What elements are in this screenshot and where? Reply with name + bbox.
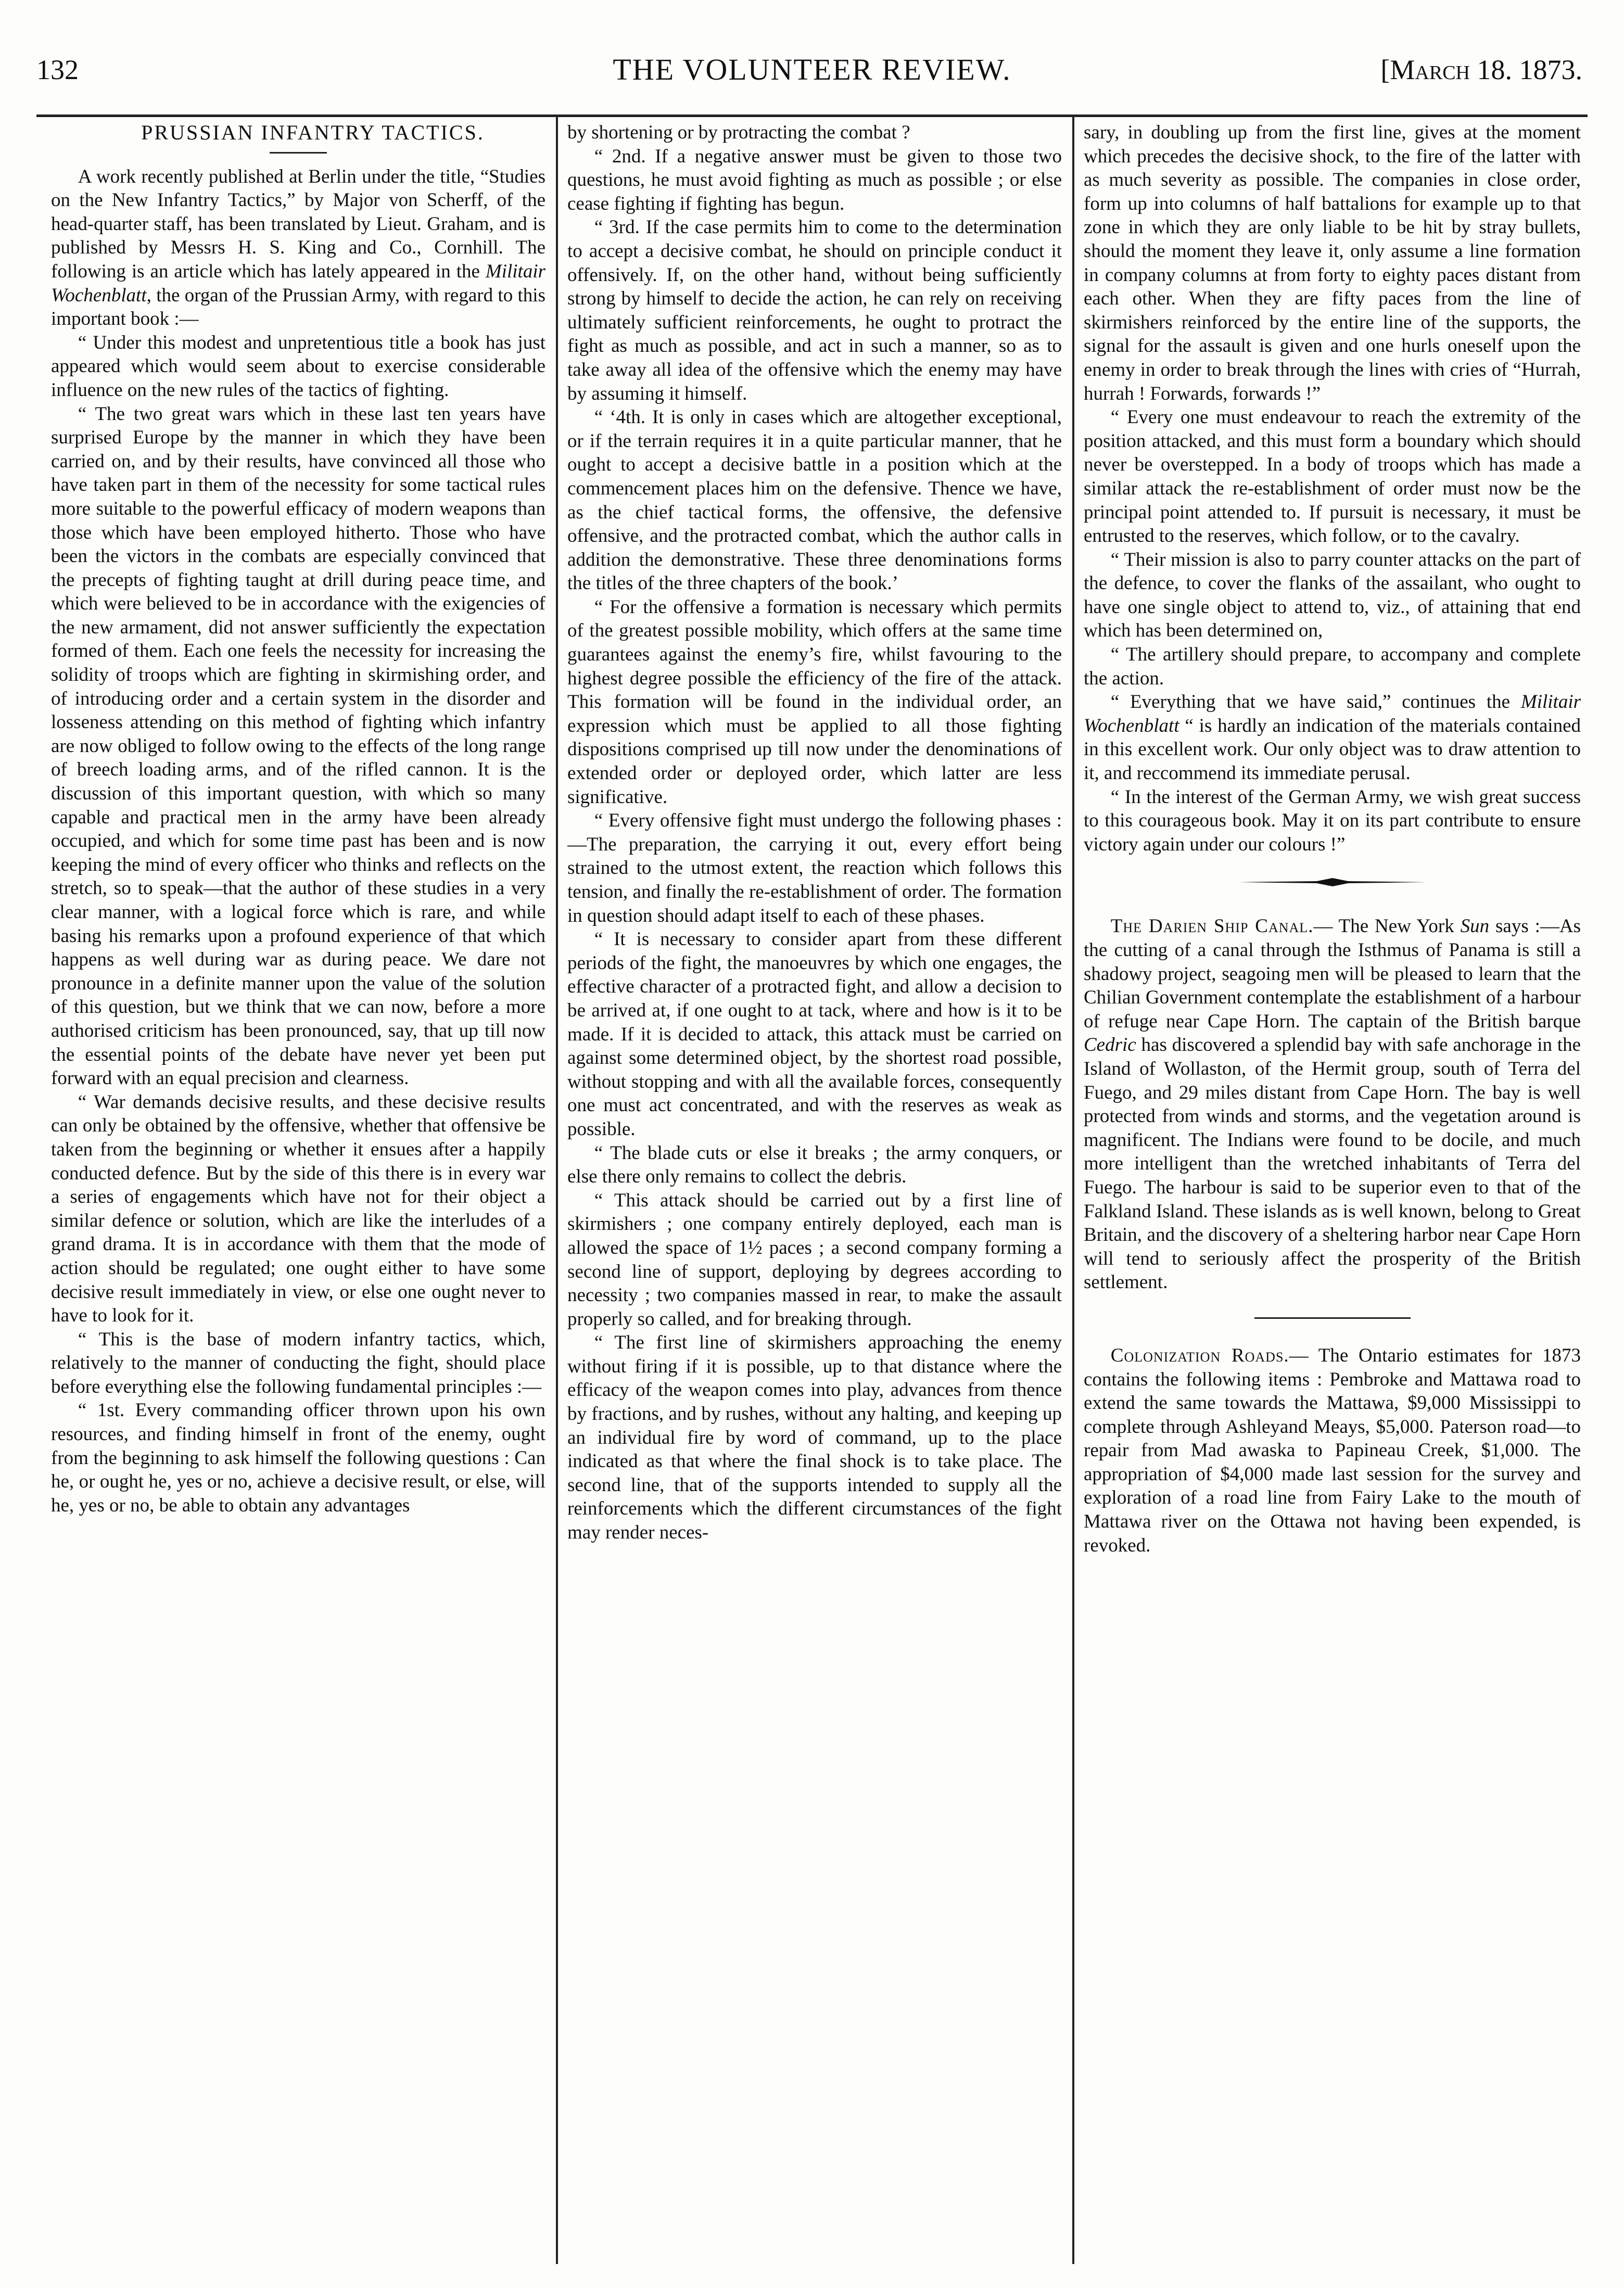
header-rule [36,115,1588,117]
article-paragraph: “ It is necessary to consider apart from these different periods of the fight, the manoeuvres by which one engages, the effective character of a protracted fight, and allow a decision to be arrived at, if one ought to at tack, where and how is it to be made. If it is decided to attack, this attack must be carried on against some determined object, by the shortest road possible, without stopping and with all the available forces, consequently one must act concentrated, and with the reserves as weak as possible. [567,929,1062,1140]
article-paragraph: “ This attack should be carried out by a first line of skirmishers ; one company entirely deployed, each man is allowed the space of 1½ paces ; a second company forming a second line of support, deploying by degrees according to necessity ; two companies massed in rear, to make the assault properly so called, and for breaking through. [567,1189,1062,1330]
page-header [0,21,1624,99]
article-paragraph: “ In the interest of the German Army, we wish great success to this courageous book. May it on its part contribute to ensure victory again under our colours !” [1084,786,1581,855]
article-paragraph: “ The two great wars which in these last ten years have surprised Europe by the manner in which they have been carried on, and by their results, have convinced all those who have taken part in them of the necessity for some tactical rules more suitable to the powerful efficacy of modern weapons than those which have been employed hitherto. Those who have been the victors in the combats are especially convinced that the precepts of fighting taught at drill during peace time, and which were believed to be in accordance with the exigencies of the new armament, did not answer sufficiently the expectation formed of them. Each one feels the necessity for increasing the solidity of troops which are fighting in skirmishing order, and of introducing order and a certain system in the disorder and losseness attending on this method of fighting which infantry are now obliged to follow owing to the effects of the long range of breech loading arms, and of the rifled cannon. It is the discussion of this important question, with which so many capable and practical men in the army have been already occupied, and which for some time past has been and is now keeping the mind of every officer who thinks and reflects on the stretch, so to speak—that the author of these studies in a very clear manner, with a logical force which is rare, and while basing his remarks upon a profound experience of that which happens as well during war as during peace. We dare not pronounce in a definite manner upon the value of the solution of this question, but we think that we can now, before a more authorised criticism has been pronounced, say, that up till now the essential points of the debate have never yet been put forward with an equal precision and clearness. [51,403,545,1089]
article-paragraph: “ Under this modest and unpretentious title a book has just appeared which would seem about to exercise considerable influence on the new rules of the tactics of fighting. [51,332,545,401]
article-paragraph: “ 1st. Every commanding officer thrown upon his own resources, and finding himself in front of the enemy, ought from the beginning to ask himself the following questions : Can he, or ought he, yes or no, achieve a decisive result, or else, will he, yes or no, be able to obtain any advantages [51,1400,545,1516]
article-closing: “ Everything that we have said,” continues the Militair Wochenblatt “ is hardly an indication of the materials contained in this excellent work. Our only object was to draw attention to it, and reccommend its immediate perusal. [1084,691,1581,784]
masthead: THE VOLUNTEER REVIEW. [613,53,1011,86]
column-3 [1084,121,1581,2270]
article-title: PRUSSIAN INFANTRY TACTICS. [141,121,485,144]
article-paragraph: “ Their mission is also to parry counter attacks on the part of the defence, to cover the flanks of the assailant, who ought to have one single object to attend to, viz., of attaining that end which has been determined on, [1084,549,1581,642]
article-paragraph: “ War demands decisive results, and these decisive results can only be obtained by the offensive, whether that offensive be taken from the beginning or whether it ensues after a happily conducted defence. But by the side of this there is in every war a series of engagements which have not for their object a similar defence or solution, which are like the interludes of a grand drama. It is in accordance with them that the mode of action should be regulated; one ought either to have some decisive result immediately in view, or else one ought never to have to look for it. [51,1091,545,1327]
article-paragraph: “ This is the base of modern infantry tactics, which, relatively to the manner of conducting the fight, should place before everything else the following fundamental principles :— [51,1328,545,1397]
section-rule [1254,1317,1411,1319]
ornamental-rule [1239,877,1426,887]
colonization-article: Colonization Roads.— The Ontario estimates for 1873 contains the following items : Pembroke and Mattawa road to extend the same towards the Mattawa, $9,000 Mississippi to complete through Ashleyand Meays, $5,000. Paterson road—to repair from Mad awaska to Papineau Creek, $1,000. The appropriation of $4,000 made last session for the survey and exploration of a road line from Fairy Lake to the mouth of Mattawa river on the Ottawa not having been expended, is revoked. [1084,1344,1581,1556]
column-1 [51,121,545,2270]
issue-date: [March 18. 1873. [1380,54,1582,85]
article-paragraph: “ The first line of skirmishers approaching the enemy without firing if it is possible, up to that distance where the efficacy of the weapon comes into play, advances from thence by fractions, and by rushes, without any halting, and keeping up an individual fire by word of command, up to the place indicated as that where the final shock is to take place. The second line, that of the supports intended to supply all the reinforcements which the different circumstances of the fight may render neces- [567,1332,1062,1544]
column-rule-1 [556,117,558,2264]
title-rule [270,152,327,154]
article-intro: A work recently published at Berlin under the title, “Studies on the New Infantry Tactics,” by Major von Scherff, of the head-quarter staff, has been translated by Lieut. Graham, and is published by Messrs H. S. King and Co., Cornhill. The following is an article which has lately appeared in the Militair Wochenblatt, the organ of the Prussian Army, with regard to this important book :— [51,166,545,330]
column-2 [567,121,1062,2270]
article-paragraph: “ The artillery should prepare, to accompany and complete the action. [1084,644,1581,689]
page-number: 132 [36,54,79,85]
darien-lead: The Darien Ship Canal. [1110,915,1314,937]
article-paragraph: “ 2nd. If a negative answer must be given to those two questions, he must avoid fighting as much as possible ; or else cease fighting if fighting has begun. [567,145,1062,214]
article-paragraph: “ ‘4th. It is only in cases which are altogether exceptional, or if the terrain requires it in a quite particular manner, that he ought to accept a decisive battle in a position which at the commencement places him on the defensive. Thence we have, as the chief tactical forms, the offensive, the defensive offensive, and the protracted combat, which the author calls in addition the demonstrative. These three denominations forms the titles of the three chapters of the book.’ [567,406,1062,594]
article-paragraph: “ For the offensive a formation is necessary which permits of the greatest possible mobility, which offers at the same time guarantees against the enemy’s fire, whilst favouring to the highest degree possible the efficiency of the fire of the attack. This formation will be found in the individual order, an expression which must be applied to all those fighting dispositions comprised up till now under the denominations of extended order or deployed order, which latter are less significative. [567,596,1062,808]
ornament-icon [1239,877,1426,887]
colonization-lead: Colonization Roads. [1110,1344,1289,1366]
article-paragraph: by shortening or by protracting the combat ? [567,122,910,143]
article-paragraph: “ The blade cuts or else it breaks ; the army conquers, or else there only remains to collect the debris. [567,1142,1062,1188]
article-paragraph: “ Every one must endeavour to reach the extremity of the position attacked, and this must form a boundary which should never be overstepped. In a body of troops which has made a similar attack the re-establishment of order must now be the principal point attended to. If pursuit is necessary, it must be entrusted to the reserves, which follow, or to the cavalry. [1084,406,1581,547]
article-paragraph: “ Every offensive fight must undergo the following phases :—The preparation, the carrying it out, every effort being strained to the utmost extent, the reaction which follows this tension, and finally the re-establishment of order. The formation in question should adapt itself to each of these phases. [567,810,1062,926]
article-paragraph: sary, in doubling up from the first line, gives at the moment which precedes the decisive shock, to the fire of the latter with as much severity as possible. The companies in close order, form up into columns of half battalions for example up to that zone in which they are only liable to be hit by stray bullets, should the moment they leave it, only assume a line formation in company columns at from forty to eighty paces distant from each other. When they are fifty paces from the line of skirmishers reinforced by the entire line of the supports, the signal for the assault is given and one hurls oneself upon the enemy in order to break through the lines with cries of “Hurrah, hurrah ! Forwards, forwards !” [1084,122,1581,404]
article-paragraph: “ 3rd. If the case permits him to come to the determination to accept a decisive combat, he should on principle conduct it offensively. If, on the other hand, without being sufficiently strong by himself to decide the action, he can rely on receiving ultimately sufficient reinforcements, he ought to protract the fight as much as possible, and act in such a manner, so as to take away all idea of the offensive which the enemy may have by assuming it himself. [567,217,1062,404]
darien-article: The Darien Ship Canal.— The New York Sun says :—As the cutting of a canal through the Isthmus of Panama is still a shadowy project, seagoing men will be pleased to learn that the Chilian Government contemplate the establishment of a harbour of refuge near Cape Horn. The captain of the British barque Cedric has discovered a splendid bay with safe anchorage in the Island of Wollaston, of the Hermit group, south of Terra del Fuego, and 29 miles distant from Cape Horn. The bay is well protected from winds and storms, and the vegetation around is magnificent. The Indians were found to be docile, and much more intelligent than the wretched inhabitants of Terra del Fuego. The harbour is said to be superior even to that of the Falkland Island. These islands as is well known, belong to Great Britain, and the discovery of a sheltering harbor near Cape Horn will tend to seriously affect the prosperity of the British settlement. [1084,915,1581,1293]
column-rule-2 [1072,117,1074,2264]
